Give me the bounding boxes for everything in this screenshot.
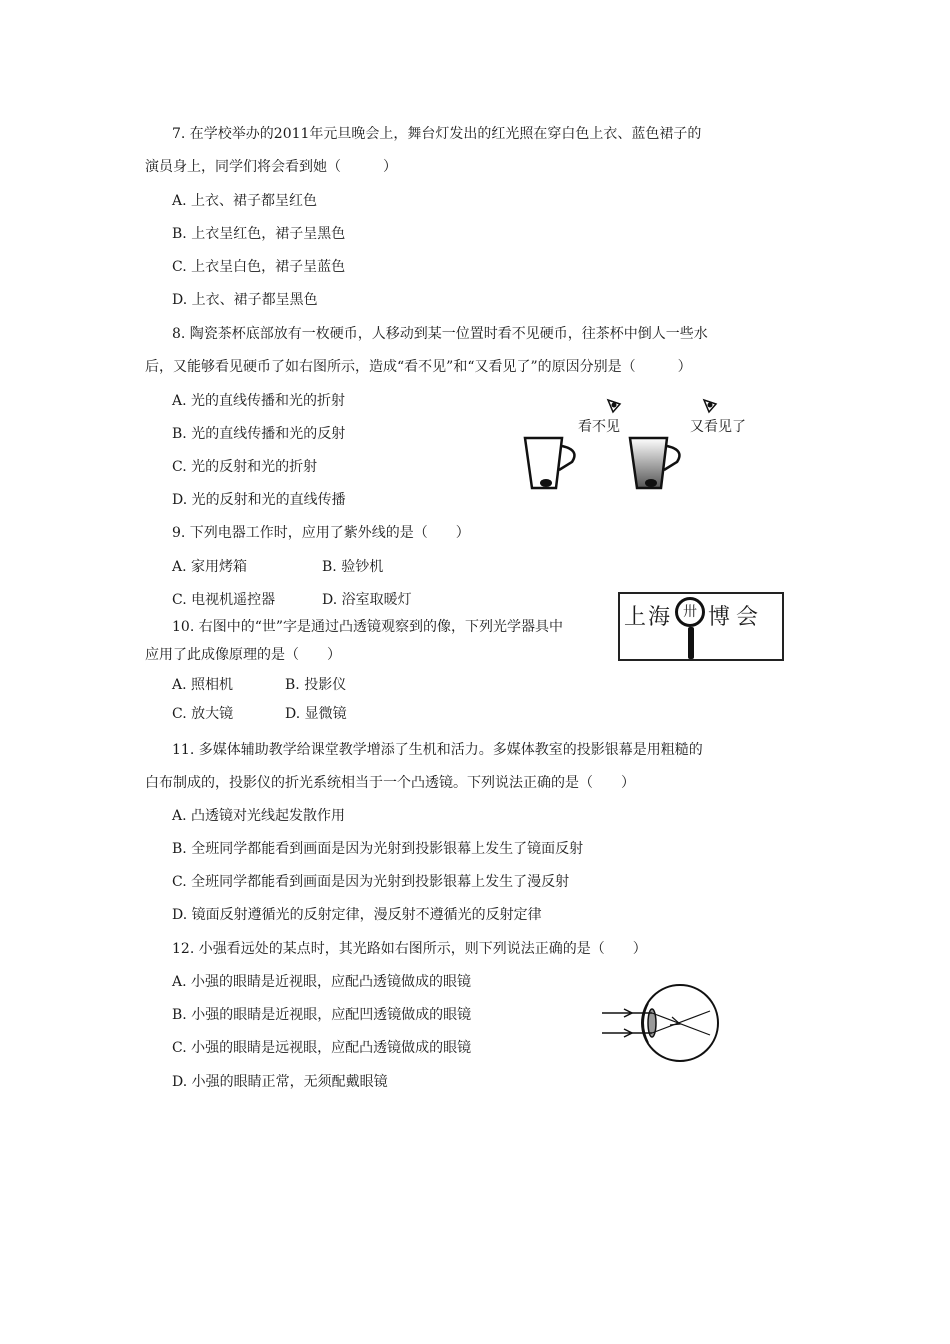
eye-icon (608, 400, 620, 412)
q10-sign-figure (618, 592, 784, 661)
sign-char-2: 海 (648, 605, 671, 630)
q8-option-c: C. 光的反射和光的折射 (172, 459, 318, 475)
q12-option-b: B. 小强的眼睛是近视眼，应配凹透镜做成的眼镜 (172, 1007, 472, 1023)
q10-stem-line1: 10. 右图中的“世”字是通过凸透镜观察到的像，下列光学器具中 (172, 619, 564, 635)
q7-option-a: A. 上衣、裙子都呈红色 (172, 193, 318, 209)
q8-option-b: B. 光的直线传播和光的反射 (172, 426, 346, 442)
lens-char: 卅 (683, 604, 697, 620)
q7-option-c: C. 上衣呈白色，裙子呈蓝色 (172, 259, 346, 275)
q12-option-c: C. 小强的眼睛是远视眼，应配凸透镜做成的眼镜 (172, 1040, 472, 1056)
sign-char-3: 博 (708, 605, 731, 630)
q9-stem: 9. 下列电器工作时，应用了紫外线的是（ ） (172, 525, 470, 541)
coin-icon (540, 479, 552, 487)
q8-option-d: D. 光的反射和光的直线传播 (172, 492, 346, 508)
q10-stem-line2: 应用了此成像原理的是（ ） (145, 647, 341, 663)
q8-cups-figure (520, 390, 700, 500)
sign-char-1: 上 (624, 605, 647, 630)
q11-option-a: A. 凸透镜对光线起发散作用 (172, 808, 346, 824)
q11-option-c: C. 全班同学都能看到画面是因为光射到投影银幕上发生了漫反射 (172, 874, 570, 890)
q11-stem-line2: 白布制成的，投影仪的折光系统相当于一个凸透镜。下列说法正确的是（ ） (145, 775, 635, 791)
q9-option-a: A. 家用烤箱 (172, 559, 248, 575)
coin-icon (645, 479, 657, 487)
q8-figure-label-left: 看不见 (578, 419, 620, 435)
q8-option-a: A. 光的直线传播和光的折射 (172, 393, 346, 409)
magnifier-handle-icon (688, 627, 694, 659)
q12-option-a: A. 小强的眼睛是近视眼，应配凸透镜做成的眼镜 (172, 974, 472, 990)
q10-option-b: B. 投影仪 (285, 677, 347, 693)
sign-char-4: 会 (736, 605, 759, 630)
q9-option-b: B. 验钞机 (322, 559, 384, 575)
q9-option-c: C. 电视机遥控器 (172, 592, 276, 608)
q12-eye-figure (600, 985, 725, 1065)
q10-option-c: C. 放大镜 (172, 706, 234, 722)
q7-stem-line2: 演员身上，同学们将会看到她（ ） (145, 159, 397, 175)
q7-stem-line1: 7. 在学校举办的2011年元旦晚会上，舞台灯发出的红光照在穿白色上衣、蓝色裙子的 (172, 126, 702, 142)
q11-option-b: B. 全班同学都能看到画面是因为光射到投影银幕上发生了镜面反射 (172, 841, 584, 857)
q12-stem: 12. 小强看远处的某点时，其光路如右图所示，则下列说法正确的是（ ） (172, 941, 647, 957)
eye-icon (704, 400, 716, 412)
water-cup-icon (630, 438, 679, 488)
q8-figure-label-right: 又看见了 (690, 419, 746, 435)
empty-cup-icon (525, 438, 574, 488)
q8-stem-line2: 后，又能够看见硬币了如右图所示，造成“看不见”和“又看见了”的原因分别是（ ） (145, 359, 692, 375)
q11-stem-line1: 11. 多媒体辅助教学给课堂教学增添了生机和活力。多媒体教室的投影银幕是用粗糙的 (172, 742, 703, 758)
q7-option-d: D. 上衣、裙子都呈黑色 (172, 292, 318, 308)
magnifier-lens-icon (675, 597, 705, 627)
q7-option-b: B. 上衣呈红色，裙子呈黑色 (172, 226, 346, 242)
q11-option-d: D. 镜面反射遵循光的反射定律，漫反射不遵循光的反射定律 (172, 907, 542, 923)
q12-option-d: D. 小强的眼睛正常，无须配戴眼镜 (172, 1074, 388, 1090)
q8-stem-line1: 8. 陶瓷茶杯底部放有一枚硬币，人移动到某一位置时看不见硬币，往茶杯中倒人一些水 (172, 326, 708, 342)
q10-option-a: A. 照相机 (172, 677, 234, 693)
q9-option-d: D. 浴室取暖灯 (322, 592, 412, 608)
q10-option-d: D. 显微镜 (285, 706, 347, 722)
